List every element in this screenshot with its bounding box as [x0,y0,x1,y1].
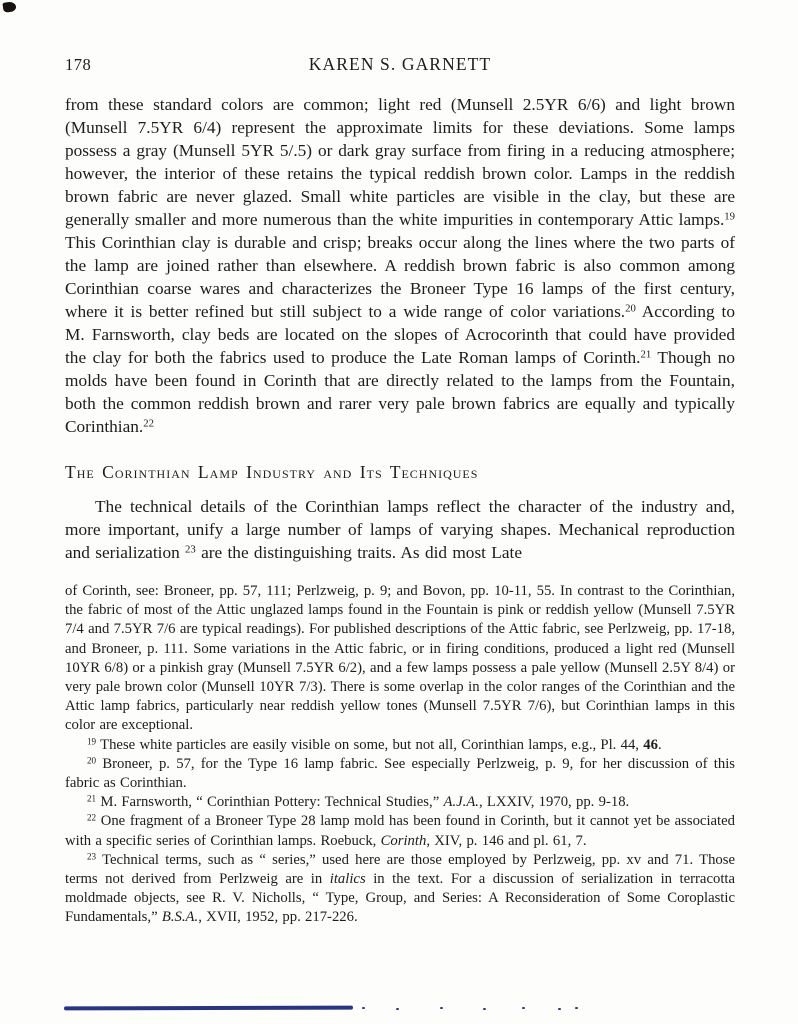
page-header [65,54,735,76]
footnote-continuation: of Corinth, see: Broneer, pp. 57, 111; Perlzweig, p. 9; and Bovon, pp. 10-11, 55. In contrast to the Corinthian, the fabric of most of the Attic unglazed lamps found in the Fountain is pink or reddish yellow (Munsell 7.5YR 7/4 and 7.5YR 7/6 are typical readings). For published descriptions of the Attic fabric, see Perlzweig, pp. 17-18, and Broneer, p. 111. Some variations in the Attic fabric, or in firing conditions, produced a light red (Munsell 10YR 6/8) or a pinkish gray (Munsell 7.5YR 6/2), and a few lamps possess a pale yellow (Munsell 2.5Y 8/4) or very pale brown color (Munsell 10YR 7/3). There is some overlap in the color ranges of the Corinthian and the Attic lamp fabrics, particularly near reddish yellow tones (Munsell 7.5YR 7/6), but Corinthian lamps in this color are exceptional. [65,583,735,734]
footnote-20: $^{20}$ Broneer, p. 57, for the Type 16 lamp fabric. See especially Perlzweig, p. 9, for her discussion of this fabric as Corinthian. [65,755,735,792]
footnote-21: $^{21}$ M. Farnsworth, “ Corinthian Pottery: Technical Studies,” A.J.A., LXXIV, 1970, pp. 9-18. [87,793,630,811]
body-paragraph-2: The technical details of the Corinthian lamps reflect the character of the industry and, more important, unify a large number of lamps of varying shapes. Mechanical reproduction and serialization $^{23}$ are the distinguishing traits. As did most Late [65,497,735,562]
scan-artifact-top-left [2,1,16,13]
body-paragraph-1: from these standard colors are common; light red (Munsell 2.5YR 6/6) and light brown (Munsell 7.5YR 6/4) represent the approximate limits for these deviations. Some lamps possess a gray (Munsell 5YR 5/.5) or dark gray surface from firing in a reducing atmosphere; however, the interior of these retains the typical reddish brown color. Lamps in the reddish brown fabric are never glazed. Small white particles are visible in the clay, but these are generally smaller and more numerous than the white impurities in contemporary Attic lamps.$^{19}$ This Corinthian clay is durable and crisp; breaks occur along the lines where the two parts of the lamp are joined rather than elsewhere. A reddish brown fabric is also common among Corinthian coarse wares and characterizes the Broneer Type 16 lamps of the first century, where it is better refined but still subject to a wide range of color variations.$^{20}$ According to M. Farnsworth, clay beds are located on the slopes of Acrocorinth that could have provided the clay for both the fabrics used to produce the Late Roman lamps of Corinth.$^{21}$ Though no molds have been found in Corinth that are directly related to the lamps from the Fountain, both the common reddish brown and rarer very pale brown fabrics are equally and typically Corinthian.$^{22}$ [65,95,735,436]
footnote-19: $^{19}$ These white particles are easily visible on some, but not all, Corinthian lamps, e.g., Pl. 44, 46. [87,736,662,753]
footnotes-section [65,582,735,928]
scan-artifact-bottom-line [64,1006,353,1011]
footnote-23: $^{23}$ Technical terms, such as “ series,” used here are those employed by Perlzweig, pp. xv and 71. Those terms not derived from Perlzweig are in italics in the text. For a discussion of serialization in terracotta moldmade objects, see R. V. Nicholls, “ Type, Group, and Series: A Reconsideration of Some Coroplastic Fundamentals,” B.S.A., XVII, 1952, pp. 217-226. [65,851,735,926]
running-head-author: KAREN S. GARNETT [308,54,492,74]
main-text-block [65,93,735,928]
scan-artifact-bottom-dots [362,1007,365,1009]
page-number: 178 [65,55,92,74]
footnote-22: $^{22}$ One fragment of a Broneer Type 28 lamp mold has been found in Corinth, but it cannot yet be associated with a specific series of Corinthian lamps. Roebuck, Corinth, XIV, p. 146 and pl. 61, 7. [65,812,735,849]
section-heading: The Corinthian Lamp Industry and Its Techniques [65,462,479,482]
